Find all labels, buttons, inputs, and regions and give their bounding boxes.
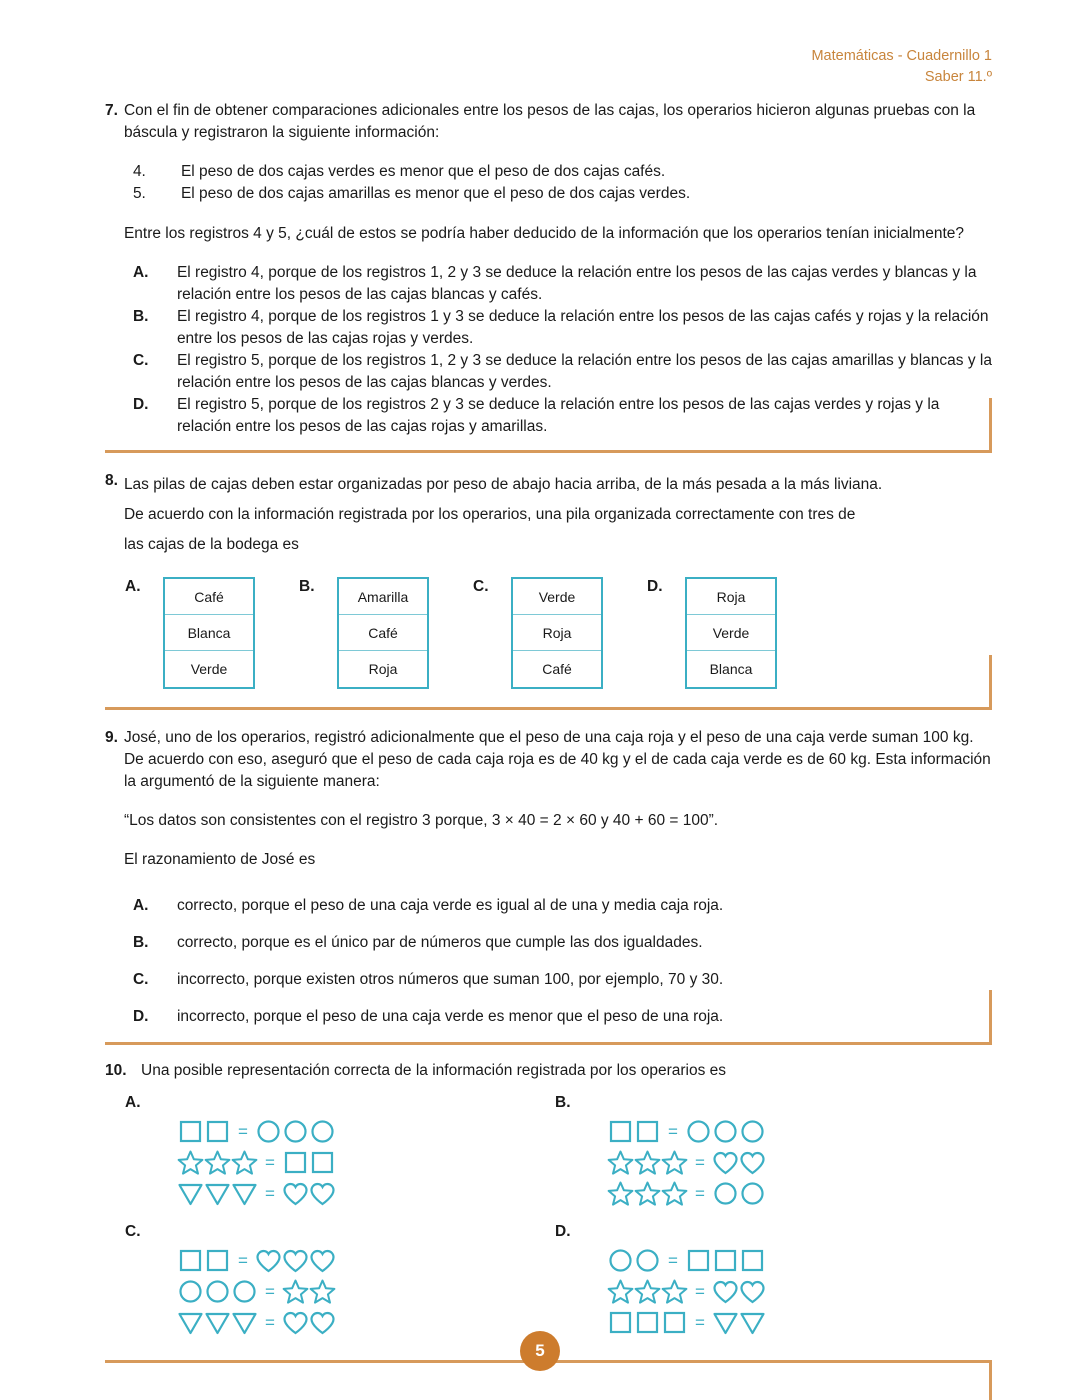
symbol-equation xyxy=(607,1116,985,1147)
stack-cell: Blanca xyxy=(709,660,753,677)
star-icon xyxy=(634,1278,661,1305)
equation-right-side xyxy=(282,1180,336,1207)
page-number-badge: 5 xyxy=(520,1331,560,1371)
star-icon xyxy=(661,1149,688,1176)
option-text: incorrecto, porque existen otros números que suman 100, por ejemplo, 70 y 30. xyxy=(176,970,724,988)
option-letter: A. xyxy=(132,263,149,281)
equation-left-side xyxy=(607,1309,688,1336)
question-8-stem-line-3: las cajas de la bodega es xyxy=(123,536,299,554)
symbol-equation xyxy=(177,1307,555,1338)
stack-cell: Café xyxy=(165,579,253,615)
heart-icon xyxy=(739,1278,766,1305)
circle-icon xyxy=(607,1247,634,1274)
equals-sign: = xyxy=(265,1281,275,1301)
equals-sign: = xyxy=(265,1183,275,1203)
question-10-stem: Una posible representación correcta de la información registrada por los operarios es xyxy=(141,1061,727,1079)
heart-icon xyxy=(255,1247,282,1274)
symbol-equation xyxy=(177,1147,555,1178)
circle-icon xyxy=(255,1118,282,1145)
square-icon xyxy=(309,1149,336,1176)
square-icon xyxy=(685,1247,712,1274)
square-icon xyxy=(204,1118,231,1145)
equation-right-side xyxy=(282,1309,336,1336)
square-icon xyxy=(607,1118,634,1145)
equals-sign: = xyxy=(238,1250,248,1270)
triangle-icon xyxy=(177,1309,204,1336)
equals-sign: = xyxy=(265,1312,275,1332)
box-stack[interactable] xyxy=(337,577,429,689)
symbol-option-d[interactable] xyxy=(555,1223,985,1338)
symbol-option-a[interactable] xyxy=(125,1094,555,1209)
triangle-icon xyxy=(739,1309,766,1336)
heart-icon xyxy=(739,1149,766,1176)
circle-icon xyxy=(282,1118,309,1145)
symbol-equation xyxy=(177,1116,555,1147)
equals-sign: = xyxy=(695,1183,705,1203)
heart-icon xyxy=(282,1309,309,1336)
question-8 xyxy=(105,470,992,689)
square-icon xyxy=(661,1309,688,1336)
star-icon xyxy=(661,1278,688,1305)
stack-cell: Roja xyxy=(513,615,601,651)
triangle-icon xyxy=(231,1309,258,1336)
circle-icon xyxy=(204,1278,231,1305)
question-9-stem: José, uno de los operarios, registró adicionalmente que el peso de una caja roja y el peso de una caja verde suman 100 kg. De acuerdo con eso, aseguró que el peso de cada caja roja es de 40 kg y el de cada caja verde es de 60 kg. Esta información la argumentó de la siguiente manera: xyxy=(123,728,991,790)
option-text: El registro 5, porque de los registros 2 y 3 se deduce la relación entre los pesos de las cajas verdes y rojas y la relación entre los pesos de las cajas rojas y amarillas. xyxy=(176,395,940,435)
stack-cell: Café xyxy=(339,615,427,651)
stack-cell: Café xyxy=(542,660,572,677)
circle-icon xyxy=(231,1278,258,1305)
square-icon xyxy=(634,1118,661,1145)
equation-left-side xyxy=(177,1278,258,1305)
stack-option-c[interactable] xyxy=(473,577,603,689)
option-a[interactable] xyxy=(133,895,992,917)
question-9-quote: “Los datos son consistentes con el registro 3 porque, 3 × 40 = 2 × 60 y 40 + 60 = 100”. xyxy=(123,811,719,829)
stack-cell: Verde xyxy=(190,660,228,677)
option-b[interactable] xyxy=(133,306,992,350)
triangle-icon xyxy=(231,1180,258,1207)
equals-sign: = xyxy=(695,1152,705,1172)
square-icon xyxy=(282,1149,309,1176)
question-8-stem-line-1: Las pilas de cajas deben estar organizadas por peso de abajo hacia arriba, de la más pesada a la más liviana. xyxy=(123,475,883,493)
star-icon xyxy=(204,1149,231,1176)
question-8-number: 8. xyxy=(105,471,118,489)
question-7-records xyxy=(133,161,992,206)
circle-icon xyxy=(685,1118,712,1145)
square-icon xyxy=(634,1309,661,1336)
option-text: correcto, porque el peso de una caja verde es igual al de una y media caja roja. xyxy=(176,896,724,914)
circle-icon xyxy=(739,1118,766,1145)
equation-left-side xyxy=(177,1309,258,1336)
equation-right-side xyxy=(255,1118,336,1145)
equation-right-side xyxy=(712,1180,766,1207)
stack-letter: D. xyxy=(647,577,663,595)
header-line-subject: Matemáticas - Cuadernillo 1 xyxy=(811,48,992,64)
star-icon xyxy=(177,1149,204,1176)
equation-list xyxy=(177,1245,555,1338)
heart-icon xyxy=(712,1149,739,1176)
option-letter: D. xyxy=(132,395,149,413)
square-icon xyxy=(177,1118,204,1145)
equation-left-side xyxy=(177,1180,258,1207)
symbol-option-letter: A. xyxy=(125,1093,141,1111)
question-10-symbol-options xyxy=(125,1094,1012,1338)
section-divider-1 xyxy=(105,438,992,464)
symbol-equation xyxy=(177,1276,555,1307)
question-7-prompt: Entre los registros 4 y 5, ¿cuál de estos se podría haber deducido de la información que los operarios tenían inicialmente? xyxy=(123,224,965,242)
question-9 xyxy=(105,727,992,1028)
symbol-equation xyxy=(607,1147,985,1178)
question-10 xyxy=(105,1060,992,1338)
record-text: El peso de dos cajas verdes es menor que el peso de dos cajas cafés. xyxy=(180,163,666,180)
section-divider-3 xyxy=(105,1030,992,1056)
symbol-option-letter: D. xyxy=(555,1222,571,1240)
equals-sign: = xyxy=(668,1250,678,1270)
stack-option-a[interactable] xyxy=(125,577,255,689)
circle-icon xyxy=(712,1180,739,1207)
symbol-equation xyxy=(607,1276,985,1307)
equation-left-side xyxy=(607,1278,688,1305)
question-7-stem: Con el fin de obtener comparaciones adicionales entre los pesos de las cajas, los operarios hicieron algunas pruebas con la báscula y registraron la siguiente información: xyxy=(123,102,976,141)
question-7 xyxy=(105,100,992,438)
circle-icon xyxy=(177,1278,204,1305)
symbol-equation xyxy=(607,1245,985,1276)
equation-right-side xyxy=(685,1118,766,1145)
star-icon xyxy=(661,1180,688,1207)
equals-sign: = xyxy=(238,1121,248,1141)
equation-right-side xyxy=(712,1309,766,1336)
heart-icon xyxy=(282,1180,309,1207)
star-icon xyxy=(607,1149,634,1176)
heart-icon xyxy=(282,1247,309,1274)
record-item xyxy=(133,183,992,205)
equation-right-side xyxy=(685,1247,766,1274)
equation-right-side xyxy=(282,1149,336,1176)
option-letter: C. xyxy=(132,351,149,369)
option-d[interactable] xyxy=(133,394,992,438)
equals-sign: = xyxy=(695,1312,705,1332)
star-icon xyxy=(607,1180,634,1207)
equation-left-side xyxy=(607,1247,661,1274)
stack-letter: B. xyxy=(299,577,315,595)
stack-cell: Verde xyxy=(513,579,601,615)
star-icon xyxy=(309,1278,336,1305)
equation-right-side xyxy=(255,1247,336,1274)
option-text: incorrecto, porque el peso de una caja verde es menor que el peso de una roja. xyxy=(176,1007,724,1025)
equation-left-side xyxy=(607,1180,688,1207)
circle-icon xyxy=(634,1247,661,1274)
option-text: El registro 4, porque de los registros 1 y 3 se deduce la relación entre los pesos de las cajas cafés y rojas y la relación entre los pesos de las cajas rojas y verdes. xyxy=(176,307,989,347)
symbol-equation xyxy=(177,1245,555,1276)
stack-letter: A. xyxy=(125,577,141,595)
symbol-option-letter: B. xyxy=(555,1093,571,1111)
stack-option-b[interactable] xyxy=(299,577,429,689)
square-icon xyxy=(739,1247,766,1274)
triangle-icon xyxy=(204,1309,231,1336)
question-8-stack-options xyxy=(125,577,992,689)
box-stack[interactable] xyxy=(511,577,603,689)
stack-cell: Verde xyxy=(687,615,775,651)
circle-icon xyxy=(739,1180,766,1207)
question-9-number: 9. xyxy=(105,728,118,746)
option-c[interactable] xyxy=(133,969,992,991)
stack-letter: C. xyxy=(473,577,489,595)
equation-left-side xyxy=(177,1247,231,1274)
option-text: correcto, porque es el único par de números que cumple las dos igualdades. xyxy=(176,933,703,951)
option-b[interactable] xyxy=(133,932,992,954)
symbol-option-letter: C. xyxy=(125,1222,141,1240)
symbol-equation xyxy=(177,1178,555,1209)
equation-left-side xyxy=(607,1118,661,1145)
option-letter: B. xyxy=(132,307,149,325)
square-icon xyxy=(712,1247,739,1274)
equation-right-side xyxy=(712,1278,766,1305)
stack-cell: Roja xyxy=(687,579,775,615)
option-letter: B. xyxy=(132,933,149,951)
triangle-icon xyxy=(204,1180,231,1207)
box-stack[interactable] xyxy=(685,577,777,689)
option-d[interactable] xyxy=(133,1006,992,1028)
circle-icon xyxy=(712,1118,739,1145)
symbol-option-c[interactable] xyxy=(125,1223,555,1338)
square-icon xyxy=(204,1247,231,1274)
heart-icon xyxy=(309,1247,336,1274)
equation-left-side xyxy=(177,1118,231,1145)
option-text: El registro 4, porque de los registros 1, 2 y 3 se deduce la relación entre los pesos de las cajas verdes y blancas y la relación entre los pesos de las cajas blancas y cafés. xyxy=(176,263,977,303)
equation-list xyxy=(607,1245,985,1338)
square-icon xyxy=(177,1247,204,1274)
stack-cell: Blanca xyxy=(165,615,253,651)
star-icon xyxy=(634,1180,661,1207)
option-letter: D. xyxy=(132,1007,149,1025)
circle-icon xyxy=(309,1118,336,1145)
option-text: El registro 5, porque de los registros 1, 2 y 3 se deduce la relación entre los pesos de las cajas amarillas y blancas y la relación entre los pesos de las cajas blancas y verdes. xyxy=(176,351,992,391)
star-icon xyxy=(634,1149,661,1176)
triangle-icon xyxy=(177,1180,204,1207)
symbol-option-b[interactable] xyxy=(555,1094,985,1209)
equation-left-side xyxy=(177,1149,258,1176)
question-9-prompt: El razonamiento de José es xyxy=(123,850,316,868)
option-letter: A. xyxy=(132,896,149,914)
symbol-equation xyxy=(607,1178,985,1209)
triangle-icon xyxy=(712,1309,739,1336)
square-icon xyxy=(607,1309,634,1336)
question-9-options xyxy=(133,895,992,1028)
stack-option-d[interactable] xyxy=(647,577,777,689)
header-line-exam: Saber 11.º xyxy=(924,69,992,86)
star-icon xyxy=(231,1149,258,1176)
record-number: 5. xyxy=(132,185,146,203)
equation-right-side xyxy=(712,1149,766,1176)
question-8-stem-line-2: De acuerdo con la información registrada por los operarios, una pila organizada correctamente con tres de xyxy=(123,506,856,524)
equals-sign: = xyxy=(668,1121,678,1141)
option-a[interactable] xyxy=(133,262,992,306)
record-number: 4. xyxy=(132,163,146,180)
option-c[interactable] xyxy=(133,350,992,394)
stack-cell: Roja xyxy=(368,660,398,677)
star-icon xyxy=(607,1278,634,1305)
equals-sign: = xyxy=(265,1152,275,1172)
equation-right-side xyxy=(282,1278,336,1305)
equals-sign: = xyxy=(695,1281,705,1301)
question-7-number: 7. xyxy=(105,102,118,119)
equation-list xyxy=(177,1116,555,1209)
box-stack[interactable] xyxy=(163,577,255,689)
symbol-equation xyxy=(607,1307,985,1338)
option-letter: C. xyxy=(132,970,149,988)
stack-cell: Amarilla xyxy=(339,579,427,615)
record-item xyxy=(133,161,992,183)
question-10-number: 10. xyxy=(105,1061,127,1079)
heart-icon xyxy=(309,1309,336,1336)
heart-icon xyxy=(309,1180,336,1207)
equation-left-side xyxy=(607,1149,688,1176)
heart-icon xyxy=(712,1278,739,1305)
section-divider-2 xyxy=(105,695,992,721)
star-icon xyxy=(282,1278,309,1305)
equation-list xyxy=(607,1116,985,1209)
question-7-options xyxy=(133,262,992,438)
record-text: El peso de dos cajas amarillas es menor que el peso de dos cajas verdes. xyxy=(180,185,691,203)
